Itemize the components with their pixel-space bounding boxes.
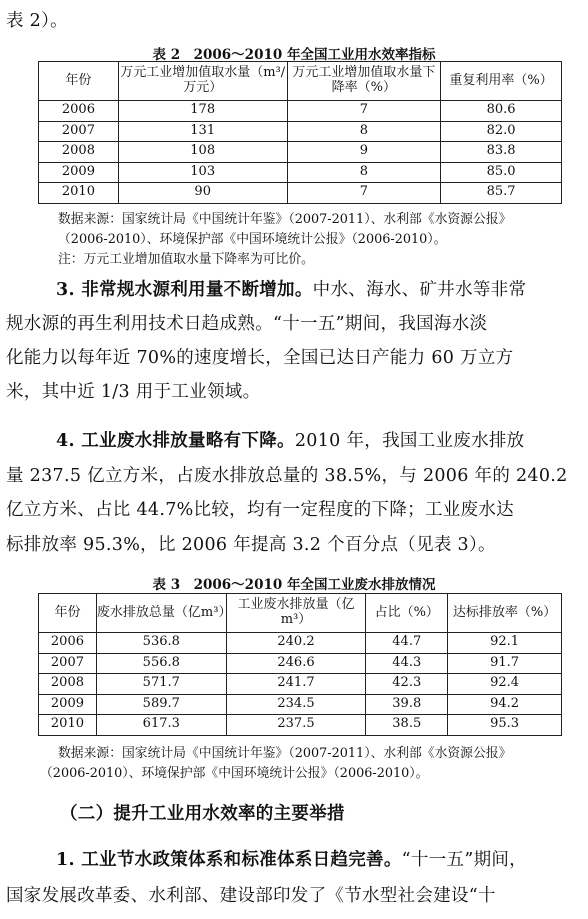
table3-header-cell: 年份: [39, 594, 97, 633]
table-cell: 108: [118, 142, 287, 163]
table-row: [39, 183, 562, 204]
table-cell: 80.6: [441, 101, 562, 122]
table-cell: 178: [118, 101, 287, 122]
para4-line1-text: 2010 年，我国工业废水排放: [294, 431, 525, 451]
table-cell: 94.2: [448, 694, 562, 715]
table-cell: 39.8: [366, 694, 448, 715]
table-cell: 241.7: [226, 674, 366, 695]
table-cell: 234.5: [226, 694, 366, 715]
table-cell: 83.8: [441, 142, 562, 163]
table-cell: 617.3: [96, 715, 226, 736]
para4-line2: 量 237.5 亿立方米，占废水排放总量的 38.5%，与 2006 年的 240.2: [6, 466, 568, 486]
table-cell: 92.4: [448, 674, 562, 695]
intro-line: 表 2）。: [6, 11, 68, 31]
table-cell: 2009: [39, 162, 119, 183]
table-cell: 85.7: [441, 183, 562, 204]
table-cell: 571.7: [96, 674, 226, 695]
para3-line1: [56, 276, 526, 301]
table-cell: 536.8: [96, 633, 226, 654]
table-cell: 95.3: [448, 715, 562, 736]
table-row: [39, 694, 562, 715]
table-cell: 82.0: [441, 121, 562, 142]
table-cell: 2006: [39, 101, 119, 122]
table2-header-cell: 万元工业增加值取水量下降率（%）: [287, 62, 441, 101]
table2-caption: 表 2 2006～2010 年全国工业用水效率指标: [152, 47, 436, 63]
table-cell: 556.8: [96, 653, 226, 674]
para4-line1: [56, 427, 524, 452]
table-cell: 2008: [39, 142, 119, 163]
table3-header-cell: 达标排放率（%）: [448, 594, 562, 633]
table-cell: 103: [118, 162, 287, 183]
table-cell: 7: [287, 101, 441, 122]
table-row: [39, 674, 562, 695]
para3-line1-text: 中水、海水、矿井水等非常: [312, 280, 527, 300]
table2-source-line2: （2006-2010）、环境保护部《中国环境统计公报》（2006-2010）。: [58, 232, 447, 247]
table-cell: 2007: [39, 121, 119, 142]
table-cell: 246.6: [226, 653, 366, 674]
table-row: [39, 633, 562, 654]
para4-line4: 标排放率 95.3%，比 2006 年提高 3.2 个百分点（见表 3）。: [6, 535, 496, 555]
table3-header-cell: 占比（%）: [366, 594, 448, 633]
table-row: [39, 162, 562, 183]
table-cell: 44.7: [366, 633, 448, 654]
table-row: [39, 653, 562, 674]
table-row: [39, 142, 562, 163]
table-cell: 90: [118, 183, 287, 204]
table2-header-cell: 重复利用率（%）: [441, 62, 562, 101]
table-cell: 8: [287, 162, 441, 183]
table3-source-line1: 数据来源：国家统计局《中国统计年鉴》（2007-2011）、水利部《水资源公报》: [58, 746, 512, 761]
section-heading: （二）提升工业用水效率的主要举措: [60, 804, 345, 824]
table2-note: 注：万元工业增加值取水量下降率为可比价。: [58, 252, 314, 267]
table3-header-cell: 废水排放总量（亿m³）: [96, 594, 226, 633]
table3: [38, 593, 562, 736]
table2: [38, 61, 562, 204]
para5-heading: 1. 工业节水政策体系和标准体系日趋完善。: [56, 850, 402, 870]
table-cell: 7: [287, 183, 441, 204]
table-cell: 2006: [39, 633, 97, 654]
table-cell: 2007: [39, 653, 97, 674]
para5-line2: 国家发展改革委、水利部、建设部印发了《节水型社会建设“十: [6, 886, 496, 906]
table-cell: 237.5: [226, 715, 366, 736]
table-cell: 2008: [39, 674, 97, 695]
table-cell: 9: [287, 142, 441, 163]
table-cell: 2010: [39, 183, 119, 204]
para4-line3: 亿立方米、占比 44.7%比较，均有一定程度的下降；工业废水达: [6, 500, 514, 520]
para3-line4: 米，其中近 1/3 用于工业领域。: [6, 382, 261, 402]
table2-header-cell: 年份: [39, 62, 119, 101]
table-cell: 42.3: [366, 674, 448, 695]
table3-source-line2: （2006-2010）、环境保护部《中国环境统计公报》（2006-2010）。: [40, 766, 429, 781]
table-cell: 44.3: [366, 653, 448, 674]
table-cell: 91.7: [448, 653, 562, 674]
para5-line1-text: “十一五”期间，: [401, 850, 527, 870]
table-cell: 240.2: [226, 633, 366, 654]
table2-source-line1: 数据来源：国家统计局《中国统计年鉴》（2007-2011）、水利部《水资源公报》: [58, 212, 512, 227]
table2-header-cell: 万元工业增加值取水量（m³/万元）: [118, 62, 287, 101]
table-cell: 85.0: [441, 162, 562, 183]
table3-header-row: [39, 594, 562, 633]
table-cell: 2009: [39, 694, 97, 715]
table-row: [39, 715, 562, 736]
table3-caption: 表 3 2006～2010 年全国工业废水排放情况: [152, 577, 436, 593]
table-cell: 589.7: [96, 694, 226, 715]
table-cell: 92.1: [448, 633, 562, 654]
table-row: [39, 101, 562, 122]
para5-line1: [56, 846, 527, 871]
table2-header-row: [39, 62, 562, 101]
table-cell: 2010: [39, 715, 97, 736]
table3-header-cell: 工业废水排放量（亿m³）: [226, 594, 366, 633]
para3-heading: 3. 非常规水源利用量不断增加。: [56, 280, 313, 300]
table-row: [39, 121, 562, 142]
para4-heading: 4. 工业废水排放量略有下降。: [56, 431, 295, 451]
para3-line2: 规水源的再生利用技术日趋成熟。“十一五”期间，我国海水淡: [6, 314, 488, 334]
table-cell: 131: [118, 121, 287, 142]
table-cell: 38.5: [366, 715, 448, 736]
table-cell: 8: [287, 121, 441, 142]
para3-line3: 化能力以每年近 70%的速度增长，全国已达日产能力 60 万立方: [6, 348, 514, 368]
